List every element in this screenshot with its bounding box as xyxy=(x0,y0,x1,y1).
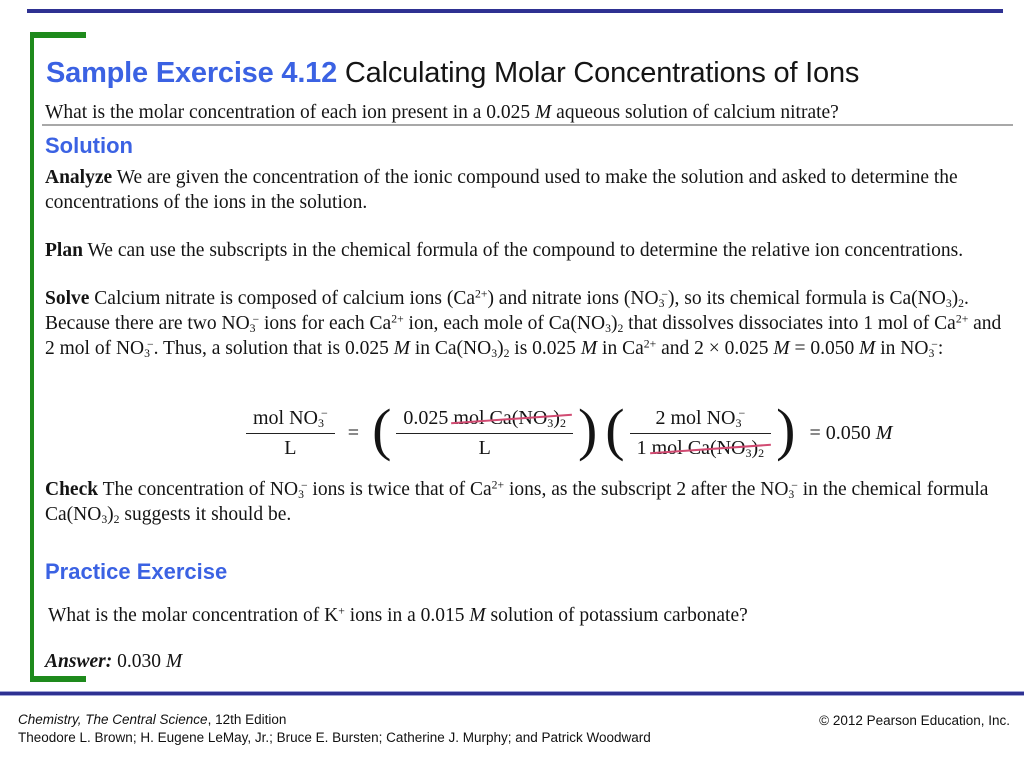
exercise-title: Calculating Molar Concentrations of Ions xyxy=(337,57,860,89)
solve-paragraph: Solve Calcium nitrate is composed of calcium ions $(Ca^{2+})$ and nitrate ions $(NO_3^-)$, so its chemical formula is $Ca(NO_3)_2$. Because there are two $NO_3^-$ ions for each $Ca^{2+}$ ion, each mole of $Ca(NO_3)_2$ that dissolves dissociates into 1 mol of $Ca^{2+}$ and 2 mol of $NO_3^-$. Thus, a solution that is 0.025 M in $Ca(NO_3)_2$ is 0.025 M in $Ca^{2+}$ and 2 × 0.025 M = 0.050 M in $NO_3^-$: xyxy=(45,287,1002,360)
practice-question: What is the molar concentration of K+ ions in a 0.015 M solution of potassium carbonate? xyxy=(48,604,748,626)
solution-heading: Solution xyxy=(45,133,133,158)
practice-exercise-heading: Practice Exercise xyxy=(45,559,228,584)
book-edition: , 12th Edition xyxy=(207,712,287,727)
equation-result: = 0.050 M xyxy=(809,421,893,444)
close-paren: ) xyxy=(577,396,598,462)
factor1-numerator: 0.025 mol $Ca(NO_3)_2$ xyxy=(396,406,573,434)
lhs-numerator: mol $NO_3^-$ xyxy=(246,406,335,434)
divider-line xyxy=(42,124,1013,126)
factor1-denominator: L xyxy=(478,437,491,459)
copyright-notice: © 2012 Pearson Education, Inc. xyxy=(819,713,1010,728)
bottom-rule xyxy=(0,691,1024,696)
lhs-denominator: L xyxy=(284,437,297,459)
close-paren: ) xyxy=(776,396,796,462)
plan-paragraph: Plan We can use the subscripts in the chemical formula of the compound to determine the relative ion concentrations. xyxy=(45,240,964,261)
footer-attribution xyxy=(18,711,651,747)
equals-sign: = xyxy=(347,421,360,444)
open-paren: ( xyxy=(605,396,625,462)
slide-title xyxy=(46,57,859,90)
open-paren: ( xyxy=(372,396,392,462)
content-bracket-top xyxy=(30,32,86,38)
top-rule xyxy=(27,9,1003,13)
dimensional-analysis-equation xyxy=(45,388,1013,478)
content-bracket-vertical xyxy=(30,32,34,682)
factor2-denominator: 1 mol $Ca(NO_3)_2$ xyxy=(636,437,765,460)
exercise-number: Sample Exercise 4.12 xyxy=(46,57,338,89)
problem-statement: What is the molar concentration of each ion present in a 0.025 M aqueous solution of calcium nitrate? xyxy=(45,102,839,123)
answer-text: Answer: 0.030 M xyxy=(45,651,183,672)
factor2-numerator: 2 mol $NO_3^-$ xyxy=(630,406,772,434)
book-title: Chemistry, The Central Science xyxy=(18,712,208,727)
book-title-line xyxy=(18,711,651,729)
analyze-paragraph: Analyze We are given the concentration of the ionic compound used to make the solution and asked to determine the concentrations of the ions in the solution. xyxy=(45,167,958,213)
check-paragraph: Check The concentration of $NO_3^-$ ions is twice that of $Ca^{2+}$ ions, as the subscript 2 after the $NO_3^-$ in the chemical formula $Ca(NO_3)_2$ suggests it should be. xyxy=(45,478,989,526)
content-bracket-bottom xyxy=(30,676,86,682)
factor1-fraction xyxy=(396,406,573,460)
authors-line: Theodore L. Brown; H. Eugene LeMay, Jr.; Bruce E. Bursten; Catherine J. Murphy; and Patrick Woodward xyxy=(18,730,651,745)
factor2-fraction xyxy=(630,406,772,460)
lhs-fraction xyxy=(246,406,335,460)
